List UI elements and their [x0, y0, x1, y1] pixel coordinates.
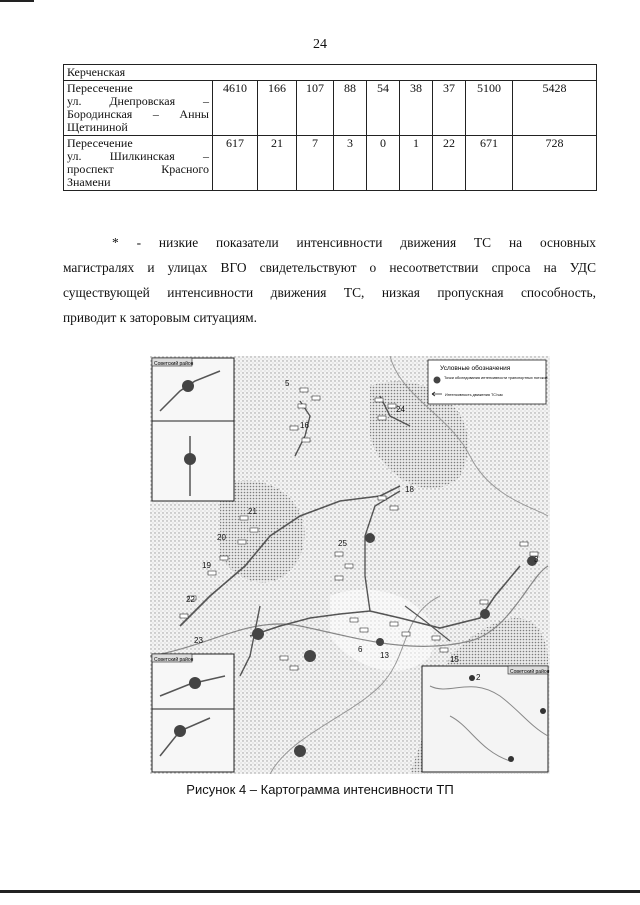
point-label: 18 [405, 485, 414, 494]
legend-item: Интенсивность движения ТС/час [445, 393, 504, 397]
page-number: 24 [313, 37, 327, 52]
survey-point [252, 628, 264, 640]
point-label: 23 [194, 636, 203, 645]
footnote-line: магистралях и улицах ВГО свидетельствуют о несоответствии спроса на УДС [63, 260, 596, 275]
table-cell: 728 [513, 136, 597, 191]
name-line: проспект Красного [67, 162, 209, 176]
table-cell: 166 [258, 81, 297, 136]
table-cell: 21 [258, 136, 297, 191]
table-cell: 54 [367, 81, 400, 136]
bottom-rule [0, 890, 640, 893]
map-inset-bottom-left [152, 654, 234, 772]
name-line: Пересечение [67, 81, 133, 95]
map-inset-top [152, 358, 234, 501]
map-inset-bottom-right [422, 666, 550, 772]
intersection-name [64, 81, 213, 136]
figure-caption: Рисунок 4 – Картограмма интенсивности ТП [186, 782, 454, 797]
page-corner-mark [0, 0, 34, 2]
name-line: Знамени [67, 175, 111, 189]
table-cell: 5100 [466, 81, 513, 136]
name-line: ул. Днепровская – [67, 94, 209, 108]
name-line: Бородинская – Анны [67, 107, 209, 121]
table-cell: 3 [334, 136, 367, 191]
name-line: ул. Шилкинская – [67, 149, 209, 163]
legend-title: Условные обозначения [440, 365, 511, 372]
footnote-line: * - низкие показатели интенсивности движения ТС на основных [112, 235, 596, 250]
point-label: 5 [285, 379, 290, 388]
table-cell: 38 [400, 81, 433, 136]
traffic-intensity-table [63, 64, 597, 191]
traffic-cartogram-map [150, 356, 550, 774]
footnote-line: существующей интенсивности движения ТС, низкая пропускная способность, [63, 285, 596, 300]
table-cell: 5428 [513, 81, 597, 136]
survey-point [365, 533, 375, 543]
point-label: 15 [450, 655, 459, 664]
point-label: 22 [186, 595, 195, 604]
table-cell: 0 [367, 136, 400, 191]
svg-text:Советский район: Советский район [510, 669, 550, 675]
point-label: 3 [534, 555, 539, 564]
point-label: 24 [396, 405, 405, 414]
survey-point [480, 609, 490, 619]
point-label: 21 [248, 507, 257, 516]
table-cell: 617 [213, 136, 258, 191]
name-line: Пересечение [67, 136, 133, 150]
svg-text:Советский район: Советский район [154, 361, 194, 367]
table-cell: 22 [433, 136, 466, 191]
point-label: 20 [217, 533, 226, 542]
table-row [64, 136, 597, 191]
table-cell: 107 [297, 81, 334, 136]
table-row [64, 81, 597, 136]
survey-point [294, 745, 306, 757]
name-line: Щетининой [67, 120, 128, 134]
survey-point [304, 650, 316, 662]
point-label: 2 [476, 673, 481, 682]
table-cell: 88 [334, 81, 367, 136]
footnote-paragraph [63, 230, 596, 330]
point-label: 16 [300, 421, 309, 430]
point-label: 25 [338, 539, 347, 548]
table-cell: 7 [297, 136, 334, 191]
svg-text:Советский район: Советский район [154, 657, 194, 663]
section-title: Керченская [64, 65, 597, 81]
survey-point [376, 638, 384, 646]
legend-item: Точки обследования интенсивности транспортных потоков [444, 376, 548, 380]
point-label: 13 [380, 651, 389, 660]
survey-point-icon [434, 377, 441, 384]
point-label: 6 [358, 645, 363, 654]
intersection-name [64, 136, 213, 191]
table-cell: 671 [466, 136, 513, 191]
footnote-line: приводит к заторовым ситуациям. [63, 310, 257, 325]
point-label: 19 [202, 561, 211, 570]
table-cell: 37 [433, 81, 466, 136]
table-cell: 4610 [213, 81, 258, 136]
table-section-row [64, 65, 597, 81]
map-legend [428, 360, 548, 404]
table-cell: 1 [400, 136, 433, 191]
